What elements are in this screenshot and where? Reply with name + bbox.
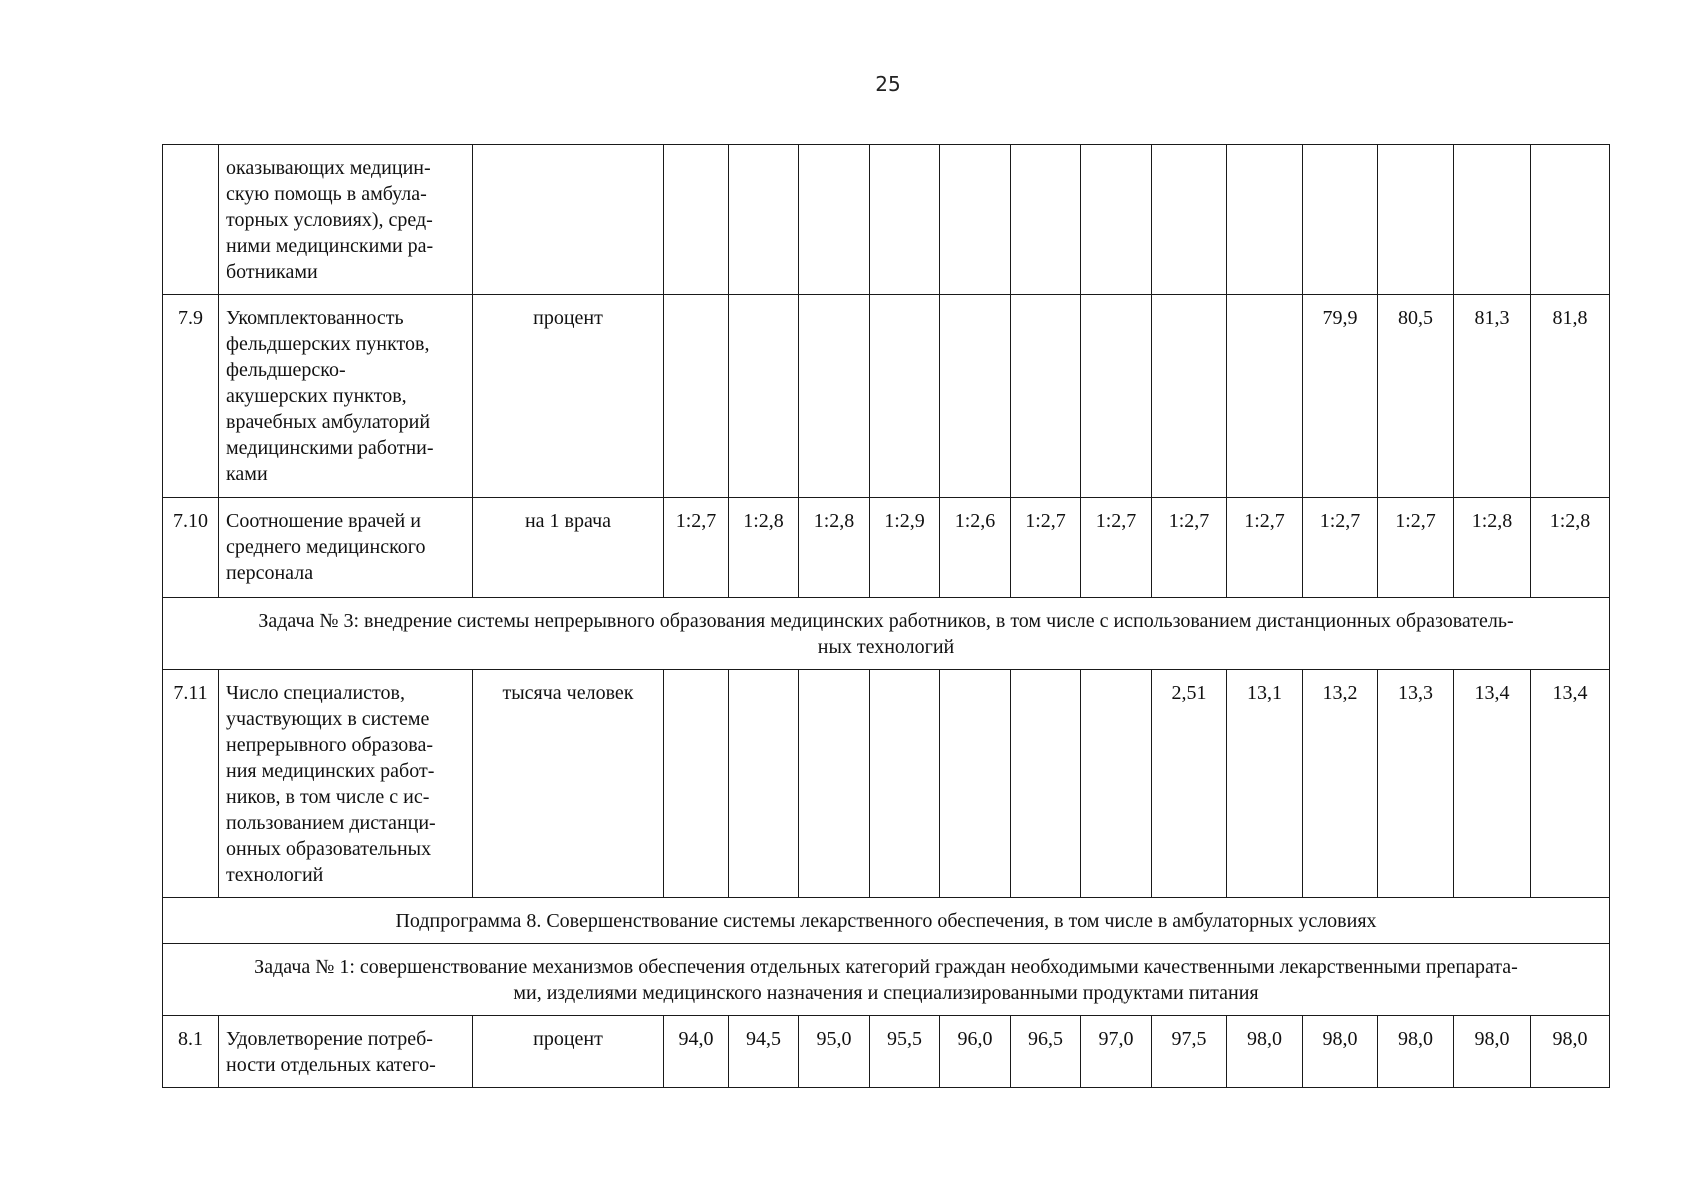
indicator-value: 98,0 (1303, 1016, 1378, 1088)
section-title (163, 598, 1610, 670)
indicator-value: 2,51 (1152, 670, 1227, 898)
indicator-value: 1:2,7 (1011, 498, 1081, 598)
indicator-value (1378, 145, 1454, 295)
indicator-name-line: торных условиях), сред- (226, 209, 433, 231)
indicator-name-line: Число специалистов, (226, 682, 405, 704)
indicator-value: 1:2,9 (870, 498, 940, 598)
indicator-unit: процент (473, 295, 664, 498)
indicator-value: 80,5 (1378, 295, 1454, 498)
indicator-value: 1:2,7 (1227, 498, 1303, 598)
indicator-name-line: ками (226, 463, 268, 485)
section-title-line: ных технологий (817, 636, 955, 658)
indicator-value (729, 145, 799, 295)
section-title (163, 944, 1610, 1016)
indicator-name-line: оказывающих медицин- (226, 157, 431, 179)
indicator-name (219, 295, 473, 498)
indicator-value (729, 295, 799, 498)
indicators-table (162, 144, 1610, 1088)
indicator-value (664, 295, 729, 498)
indicator-value (870, 295, 940, 498)
indicator-value (870, 145, 940, 295)
indicator-name-line: скую помощь в амбула- (226, 183, 427, 205)
section-title-line: Задача № 1: совершенствование механизмов обеспечения отдельных категорий граждан необходимыми качественными лекарственными препарата- (254, 956, 1518, 978)
indicator-number (163, 145, 219, 295)
indicator-value: 96,5 (1011, 1016, 1081, 1088)
indicator-name-line: среднего медицинского (226, 536, 426, 558)
indicator-name-line: участвующих в системе (226, 708, 430, 730)
indicator-value (1011, 295, 1081, 498)
indicator-row (163, 295, 1610, 498)
indicator-value (1081, 295, 1152, 498)
indicator-name-line: ности отдельных катего- (226, 1054, 436, 1076)
indicator-value: 98,0 (1454, 1016, 1531, 1088)
indicator-value (940, 145, 1011, 295)
indicator-name-line: Укомплектованность (226, 307, 404, 329)
indicator-value: 13,4 (1531, 670, 1610, 898)
indicator-unit: тысяча человек (473, 670, 664, 898)
indicator-value: 81,3 (1454, 295, 1531, 498)
indicator-value: 1:2,7 (1152, 498, 1227, 598)
indicator-row (163, 498, 1610, 598)
indicator-value (664, 145, 729, 295)
indicator-value (870, 670, 940, 898)
indicator-value (1011, 145, 1081, 295)
indicator-value: 1:2,8 (729, 498, 799, 598)
section-title (163, 898, 1610, 944)
indicator-value: 97,5 (1152, 1016, 1227, 1088)
indicator-value (799, 295, 870, 498)
indicator-unit: на 1 врача (473, 498, 664, 598)
indicator-value (1454, 145, 1531, 295)
indicator-value: 97,0 (1081, 1016, 1152, 1088)
indicator-name-line: акушерских пунктов, (226, 385, 407, 407)
indicator-value (1227, 145, 1303, 295)
indicator-value (1011, 670, 1081, 898)
indicator-name-line: непрерывного образова- (226, 734, 434, 756)
indicator-value: 79,9 (1303, 295, 1378, 498)
indicator-value (1227, 295, 1303, 498)
indicator-value: 95,5 (870, 1016, 940, 1088)
indicator-value (1081, 670, 1152, 898)
indicator-name-line: персонала (226, 562, 314, 584)
indicator-value: 98,0 (1378, 1016, 1454, 1088)
indicator-value (1152, 145, 1227, 295)
indicator-value: 1:2,8 (1531, 498, 1610, 598)
indicator-value: 98,0 (1531, 1016, 1610, 1088)
indicator-number: 7.10 (163, 498, 219, 598)
section-title-line: Задача № 3: внедрение системы непрерывного образования медицинских работников, в том числе с использованием дистанционных образователь- (258, 610, 1514, 632)
indicator-unit: процент (473, 1016, 664, 1088)
indicator-value: 98,0 (1227, 1016, 1303, 1088)
indicator-value: 95,0 (799, 1016, 870, 1088)
indicator-value: 96,0 (940, 1016, 1011, 1088)
indicator-name (219, 1016, 473, 1088)
indicator-name-line: ними медицинскими ра- (226, 235, 434, 257)
indicator-name-line: Удовлетворение потреб- (226, 1028, 433, 1050)
indicator-value (1303, 145, 1378, 295)
page-number: 25 (875, 72, 901, 96)
indicator-value (664, 670, 729, 898)
indicator-number: 7.11 (163, 670, 219, 898)
indicator-value: 1:2,7 (1303, 498, 1378, 598)
indicator-row (163, 1016, 1610, 1088)
indicator-name (219, 145, 473, 295)
indicator-value (729, 670, 799, 898)
indicator-value (1081, 145, 1152, 295)
indicator-value: 1:2,7 (664, 498, 729, 598)
indicator-row (163, 670, 1610, 898)
indicator-value (1531, 145, 1610, 295)
indicator-name-line: онных образовательных (226, 838, 432, 860)
indicator-name-line: фельдшерско- (226, 359, 346, 381)
section-title-line: ми, изделиями медицинского назначения и специализированными продуктами питания (513, 982, 1259, 1004)
indicator-value: 1:2,7 (1378, 498, 1454, 598)
indicator-value (799, 145, 870, 295)
indicator-unit (473, 145, 664, 295)
indicator-name-line: Соотношение врачей и (226, 510, 421, 532)
indicator-name-line: фельдшерских пунктов, (226, 333, 430, 355)
indicator-name-line: медицинскими работни- (226, 437, 434, 459)
section-row (163, 944, 1610, 1016)
indicator-value (799, 670, 870, 898)
indicator-value: 13,3 (1378, 670, 1454, 898)
indicator-value (1152, 295, 1227, 498)
indicator-row (163, 145, 1610, 295)
indicator-name-line: врачебных амбулаторий (226, 411, 431, 433)
indicator-number: 7.9 (163, 295, 219, 498)
indicator-value: 94,0 (664, 1016, 729, 1088)
indicator-value: 13,2 (1303, 670, 1378, 898)
indicator-value: 1:2,8 (799, 498, 870, 598)
indicator-value: 1:2,6 (940, 498, 1011, 598)
indicator-value: 81,8 (1531, 295, 1610, 498)
indicator-name (219, 498, 473, 598)
indicator-value: 13,1 (1227, 670, 1303, 898)
indicator-name (219, 670, 473, 898)
indicator-value: 13,4 (1454, 670, 1531, 898)
section-row (163, 898, 1610, 944)
indicator-name-line: ния медицинских работ- (226, 760, 435, 782)
indicator-name-line: пользованием дистанци- (226, 812, 436, 834)
indicator-value (940, 670, 1011, 898)
section-title-line: Подпрограмма 8. Совершенствование системы лекарственного обеспечения, в том числе в амбулаторных условиях (395, 910, 1377, 932)
indicator-value: 1:2,8 (1454, 498, 1531, 598)
indicator-value: 1:2,7 (1081, 498, 1152, 598)
section-row (163, 598, 1610, 670)
indicator-number: 8.1 (163, 1016, 219, 1088)
indicator-name-line: ников, в том числе с ис- (226, 786, 430, 808)
indicator-value: 94,5 (729, 1016, 799, 1088)
indicator-name-line: технологий (226, 864, 324, 886)
indicator-name-line: ботниками (226, 261, 318, 283)
indicator-value (940, 295, 1011, 498)
